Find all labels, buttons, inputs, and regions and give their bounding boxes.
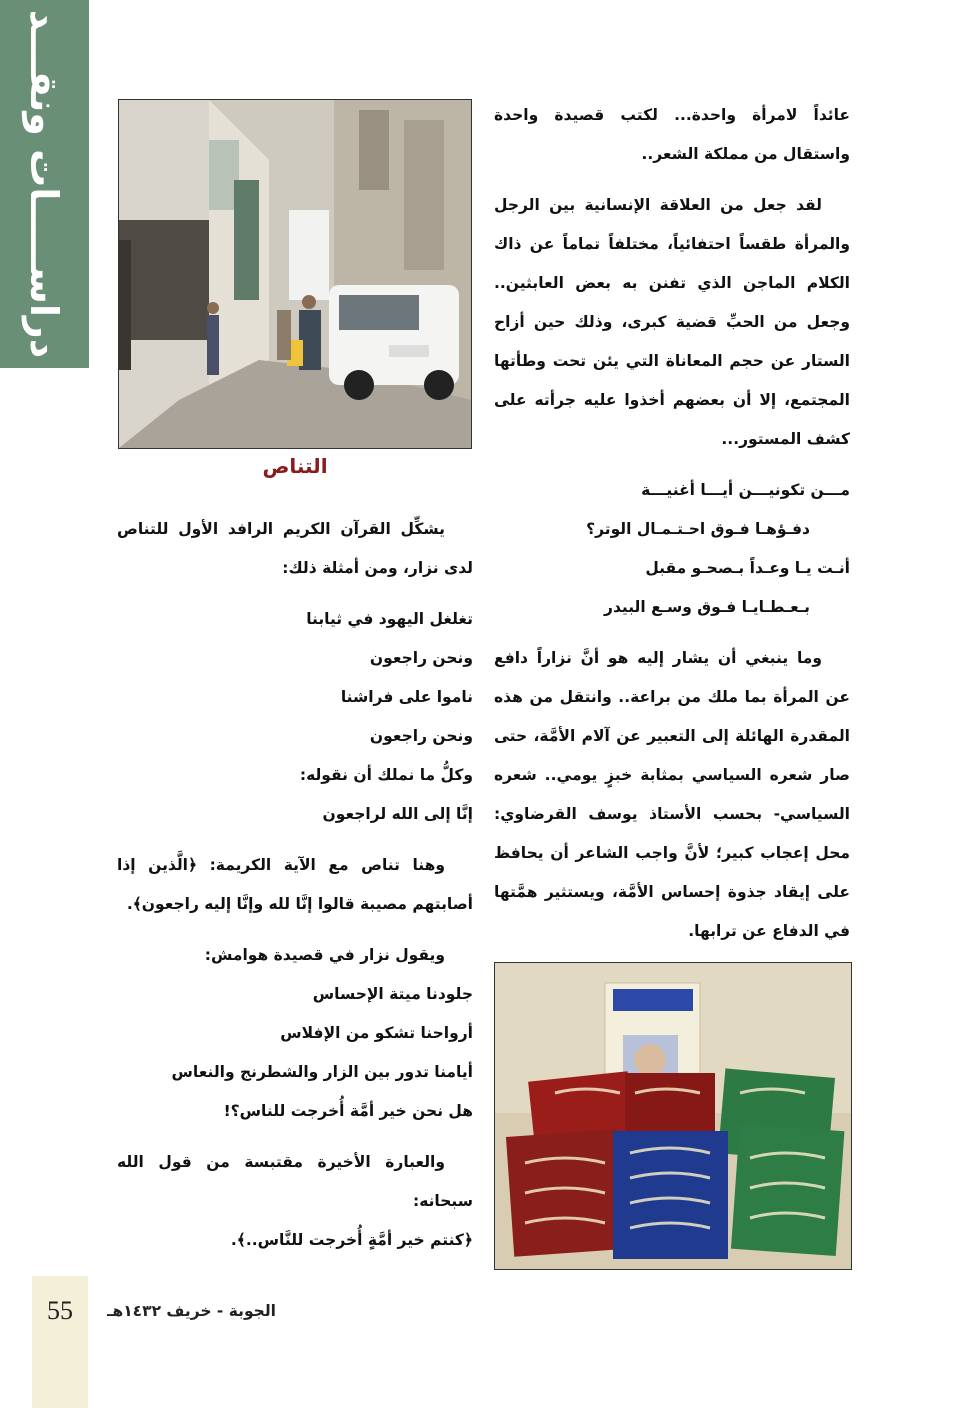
- poem-line: بـعـطـايـا فـوق وسـع البيدر: [604, 598, 810, 616]
- poem-line: ونحن راجعون: [369, 727, 473, 745]
- paragraph: يشكِّل القرآن الكريم الرافد الأول للتناص لدى نزار، ومن أمثلة ذلك:: [117, 520, 473, 577]
- paragraph: وهنا تناص مع الآية الكريمة: ﴿الَّذين إذا أصابتهم مصيبة قالوا إنَّا لله وإنَّا إليه راجعون﴾.: [117, 856, 473, 913]
- paragraph: ﴿كنتم خير أمَّةٍ أُخرجت للنَّاس..﴾.: [230, 1231, 473, 1249]
- poem-line: أرواحنا تشكو من الإفلاس: [280, 1024, 473, 1042]
- section-side-tab: [0, 0, 89, 368]
- poem-line: هل نحن خير أمَّة أُخرجت للناس؟!: [223, 1102, 473, 1120]
- poem-line: إنَّا إلى الله لراجعون: [322, 805, 473, 823]
- paragraph: والعبارة الأخيرة مقتبسة من قول الله سبحانه:: [117, 1153, 473, 1210]
- books-photo: [494, 962, 852, 1270]
- magazine-issue: الجوبة - خريف ١٤٣٢هـ: [107, 1302, 276, 1320]
- section-title: التناص: [262, 454, 328, 478]
- poem-line: أيامنا تدور بين الزار والشطرنج والنعاس: [171, 1063, 473, 1081]
- poem-line: وكلُّ ما نملك أن نقوله:: [299, 766, 473, 784]
- poem-line: تغلغل اليهود في ثيابنا: [306, 610, 473, 628]
- poem-line: مـــن تكونيـــن أيـــا أغنيـــة: [641, 481, 850, 499]
- poem-line: أنـت يـا وعـداً بـصحـو مقبل: [645, 559, 850, 577]
- section-side-tab-label: دراســـــات ونقـــد: [22, 9, 66, 359]
- paragraph: وما ينبغي أن يشار إليه هو أنَّ نزاراً دافع عن المرأة بما ملك من براعة.. وانتقل من هذه المقدرة الهائلة إلى التعبير عن آلام الأمَّة، حتى صار شعره السياسي بمثابة خبزٍ يومي.. شعره السياسي- بحسب الأستاذ يوسف القرضاوي: محل إعجاب كبير؛ لأنَّ واجب الشاعر أن يحافظ على إيقاد جذوة إحساس الأمَّة، ويستثير همَّتها في الدفاع عن ترابها.: [494, 649, 850, 940]
- paragraph: لقد جعل من العلاقة الإنسانية بين الرجل والمرأة طقساً احتفائياً، مختلفاً تماماً عن ذاك الكلام الماجن الذي تفنن به بعض العابثين.. وجعل من الحبِّ قضية كبرى، وذلك حين أزاح الستار عن حجم المعاناة التي يئن تحت وطأتها المجتمع، إلا أن بعضهم أخذوا عليه جرأته على كشف المستور...: [494, 196, 850, 448]
- poem-line: جلودنا ميتة الإحساس: [312, 985, 473, 1003]
- poem-line: ونحن راجعون: [369, 649, 473, 667]
- poem-line: ناموا على فراشنا: [340, 688, 473, 706]
- street-photo: [118, 99, 472, 449]
- poem-line: دفـؤهـا فـوق احـتـمـال الوتر؟: [586, 520, 810, 538]
- left-text-column: [117, 510, 473, 1260]
- page-number: 55: [47, 1296, 73, 1325]
- paragraph: عائداً لامرأة واحدة... لكتب قصيدة واحدة واستقال من مملكة الشعر..: [494, 106, 850, 163]
- right-text-column: [494, 96, 850, 951]
- paragraph: ويقول نزار في قصيدة هوامش:: [204, 946, 445, 964]
